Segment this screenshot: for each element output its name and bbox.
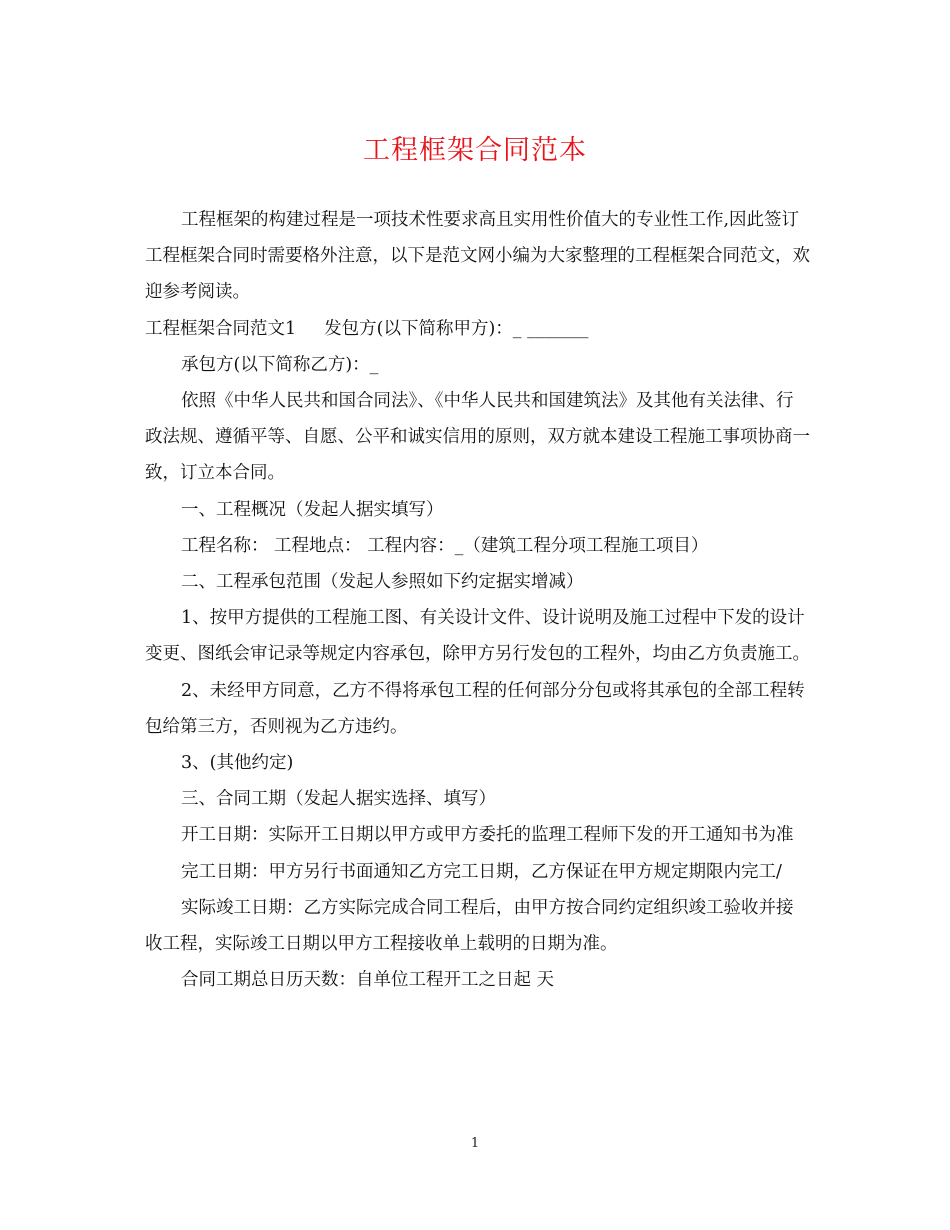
document-body bbox=[145, 202, 810, 998]
section-2-heading: 二、工程承包范围（发起人参照如下约定据实增减） bbox=[181, 572, 584, 593]
party-a-line: 发包方(以下简称甲方)：_ _______ bbox=[324, 318, 589, 339]
intro-paragraph: 工程框架的构建过程是一项技术性要求高且实用性价值大的专业性工作,因此签订工程框架合同时需要格外注意，以下是范文网小编为大家整理的工程框架合同范文，欢迎参考阅读。 bbox=[145, 210, 810, 303]
start-date-paragraph: 开工日期：实际开工日期以甲方或甲方委托的监理工程师下发的开工通知书为准 bbox=[181, 825, 794, 846]
section-2-item-3: 3、(其他约定) bbox=[181, 753, 294, 774]
section-2-item-1: 1、按甲方提供的工程施工图、有关设计文件、设计说明及施工过程中下发的设计变更、图纸会审记录等规定内容承包，除甲方另行发包的工程外，均由乙方负责施工。 bbox=[145, 608, 810, 665]
sample-label: 工程框架合同范文1 bbox=[145, 318, 297, 339]
completion-date-paragraph: 实际竣工日期：乙方实际完成合同工程后，由甲方按合同约定组织竣工验收并接收工程，实际竣工日期以甲方工程接收单上载明的日期为准。 bbox=[145, 897, 794, 955]
section-1-fields: 工程名称： 工程地点： 工程内容：_（建筑工程分项工程施工项目） bbox=[181, 535, 709, 556]
page-number: 1 bbox=[470, 1136, 480, 1151]
total-days-paragraph: 合同工期总日历天数：自单位工程开工之日起 天 bbox=[181, 970, 555, 991]
sample-header-line bbox=[145, 311, 810, 347]
party-b-line: 承包方(以下简称乙方)：_ bbox=[181, 354, 379, 375]
basis-paragraph: 依照《中华人民共和国合同法》、《中华人民共和国建筑法》及其他有关法律、行政法规、遵循平等、自愿、公平和诚实信用的原则，双方就本建设工程施工事项协商一致，订立本合同。 bbox=[145, 391, 810, 484]
document-title: 工程框架合同范本 bbox=[363, 135, 587, 166]
section-3-heading: 三、合同工期（发起人据实选择、填写） bbox=[181, 789, 496, 810]
section-2-item-2: 2、未经甲方同意，乙方不得将承包工程的任何部分分包或将其承包的全部工程转包给第三方，否则视为乙方违约。 bbox=[145, 680, 805, 737]
section-1-heading: 一、工程概况（发起人据实填写） bbox=[181, 499, 444, 520]
finish-date-paragraph: 完工日期：甲方另行书面通知乙方完工日期，乙方保证在甲方规定期限内完工/ bbox=[181, 861, 782, 882]
